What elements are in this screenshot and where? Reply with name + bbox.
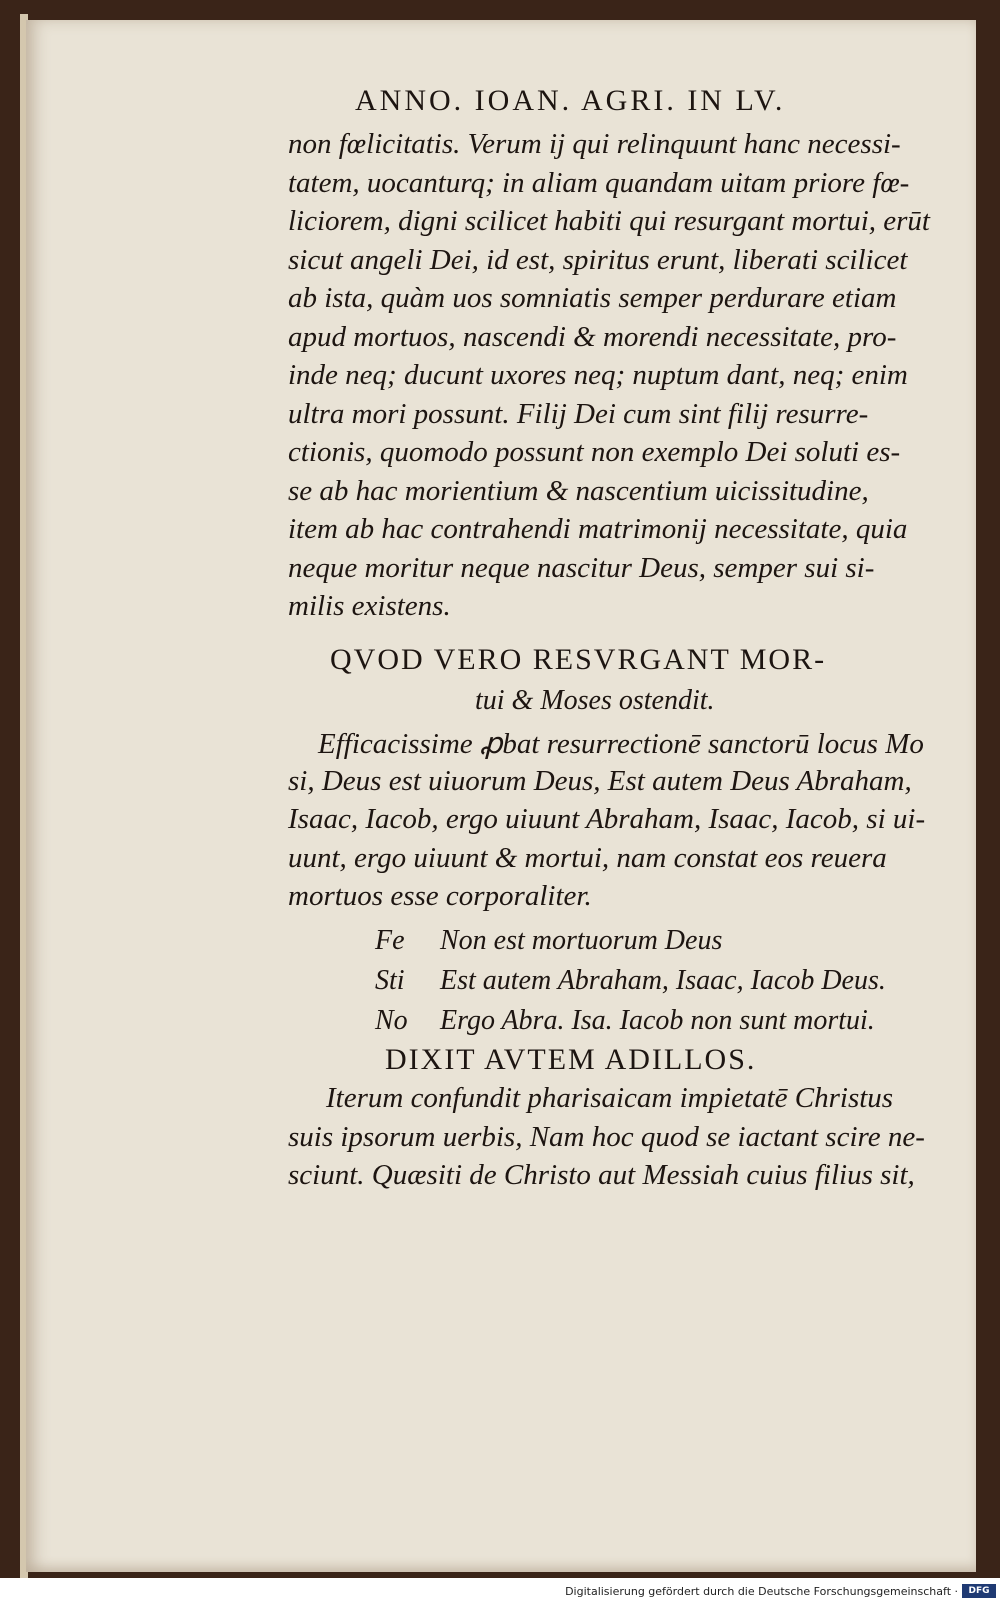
body-text-3-line: sciunt. Quæsiti de Christo aut Messiah cuius filius sit, [288,1159,915,1191]
syllogism-key: Sti [375,965,405,996]
body-text-2-line: uunt, ergo uiuunt & mortui, nam constat eos reuera [288,841,887,874]
footer-credit: Digitalisierung gefördert durch die Deutsche Forschungsgemeinschaft · [565,1585,958,1598]
body-text-line: apud mortuos, nascendi & morendi necessitate, pro- [288,320,897,353]
body-text-line: tatem, uocanturq; in aliam quandam uitam priore fœ- [288,166,910,199]
syllogism-key: No [375,1005,408,1036]
section-subheading-1: tui & Moses ostendit. [475,685,715,716]
body-text-2-line: Efficacissime ꝓbat resurrectionē sanctorū locus Mo [318,728,924,760]
body-text-3-line: Iterum confundit pharisaicam impietatē Christus [326,1082,894,1114]
dfg-logo-icon: DFG [962,1584,996,1598]
body-text-line: item ab hac contrahendi matrimonij necessitate, quia [288,513,908,545]
running-head: ANNO. IOAN. AGRI. IN LV. [355,84,786,117]
section-heading-2: DIXIT AVTEM ADILLOS. [385,1043,757,1076]
body-text-line: ctionis, quomodo possunt non exemplo Dei soluti es- [288,436,901,468]
body-text-line: liciorem, digni scilicet habiti qui resurgant mortui, erūt [288,205,930,237]
body-text-line: se ab hac morientium & nascentium uicissitudine, [288,474,869,507]
body-text-line: sicut angeli Dei, id est, spiritus erunt, liberati scilicet [288,243,908,276]
body-text-2-line: Isaac, Iacob, ergo uiuunt Abraham, Isaac, Iacob, si ui- [288,803,926,835]
body-text-line: milis existens. [288,590,451,622]
body-text-line: non fœlicitatis. Verum ij qui relinquunt hanc necessi- [288,128,901,160]
body-text-line: inde neq; ducunt uxores neq; nuptum dant, neq; enim [288,359,908,391]
body-text-2-line: si, Deus est uiuorum Deus, Est autem Deus Abraham, [288,764,912,797]
syllogism-text: Non est mortuorum Deus [440,925,723,956]
body-text-line: ultra mori possunt. Filij Dei cum sint filij resurre- [288,397,869,430]
section-heading-1: QVOD VERO RESVRGANT MOR- [330,643,827,676]
footer-bar [0,1580,1000,1603]
body-text-line: neque moritur neque nascitur Deus, semper sui si- [288,551,875,584]
syllogism-text: Ergo Abra. Isa. Iacob non sunt mortui. [440,1005,875,1036]
syllogism-key: Fe [375,925,405,956]
body-text-3-line: suis ipsorum uerbis, Nam hoc quod se iactant scire ne- [288,1120,925,1153]
syllogism-text: Est autem Abraham, Isaac, Iacob Deus. [440,965,886,996]
body-text-line: ab ista, quàm uos somniatis semper perdurare etiam [288,282,897,314]
body-text-2-line: mortuos esse corporaliter. [288,880,592,912]
